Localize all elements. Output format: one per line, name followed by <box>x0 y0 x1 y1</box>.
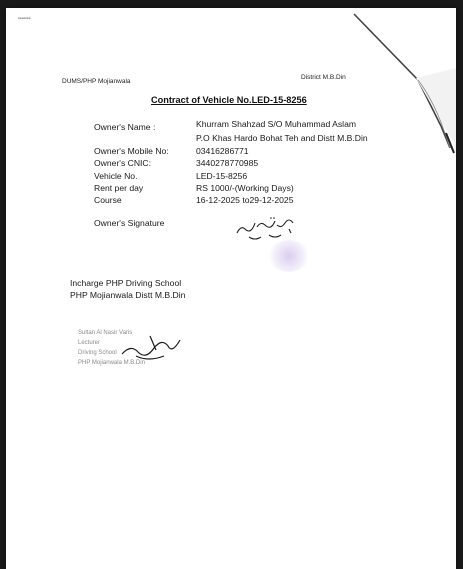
incharge-line2: PHP Mojianwala Distt M.B.Din <box>70 290 186 300</box>
course-value: 16-12-2025 to29-12-2025 <box>196 195 294 205</box>
owner-signature-label: Owner's Signature <box>94 218 165 228</box>
rent-label: Rent per day <box>94 183 144 193</box>
svg-text:PHP Mojianwala M.B.Din: PHP Mojianwala M.B.Din <box>78 360 145 366</box>
owner-mobile-value: 03416286771 <box>196 146 249 156</box>
owner-address-value: P.O Khas Hardo Bohat Teh and Distt M.B.Din <box>196 133 368 143</box>
owner-name-label: Owner's Name : <box>94 122 156 132</box>
header-left: DUMS/PHP Mojianwala <box>62 78 131 85</box>
owner-name-value: Khurram Shahzad S/O Muhammad Aslam <box>196 119 357 129</box>
incharge-line1: Incharge PHP Driving School <box>70 278 182 288</box>
svg-text:Lecturer: Lecturer <box>78 340 101 346</box>
header-right: District M.B.Din <box>301 74 346 81</box>
vehicle-no-label: Vehicle No. <box>94 171 138 181</box>
document-page <box>6 8 456 569</box>
course-label: Course <box>94 195 122 205</box>
owner-cnic-label: Owner's CNIC: <box>94 158 152 168</box>
official-stamp-signature <box>76 326 186 374</box>
vehicle-no-value: LED-15-8256 <box>196 171 248 181</box>
contract-title: Contract of Vehicle No.LED-15-8256 <box>151 95 307 105</box>
ink-stamp-smudge <box>268 240 310 272</box>
svg-text:Sultan Al Nasir Varis: Sultan Al Nasir Varis <box>78 330 133 336</box>
scan-mark: ■■■■■■■ <box>18 16 31 20</box>
rent-value: RS 1000/-(Working Days) <box>196 183 294 193</box>
owner-cnic-value: 3440278770985 <box>196 158 259 168</box>
svg-text:Driving School: Driving School <box>78 350 117 356</box>
owner-mobile-label: Owner's Mobile No: <box>94 146 169 156</box>
